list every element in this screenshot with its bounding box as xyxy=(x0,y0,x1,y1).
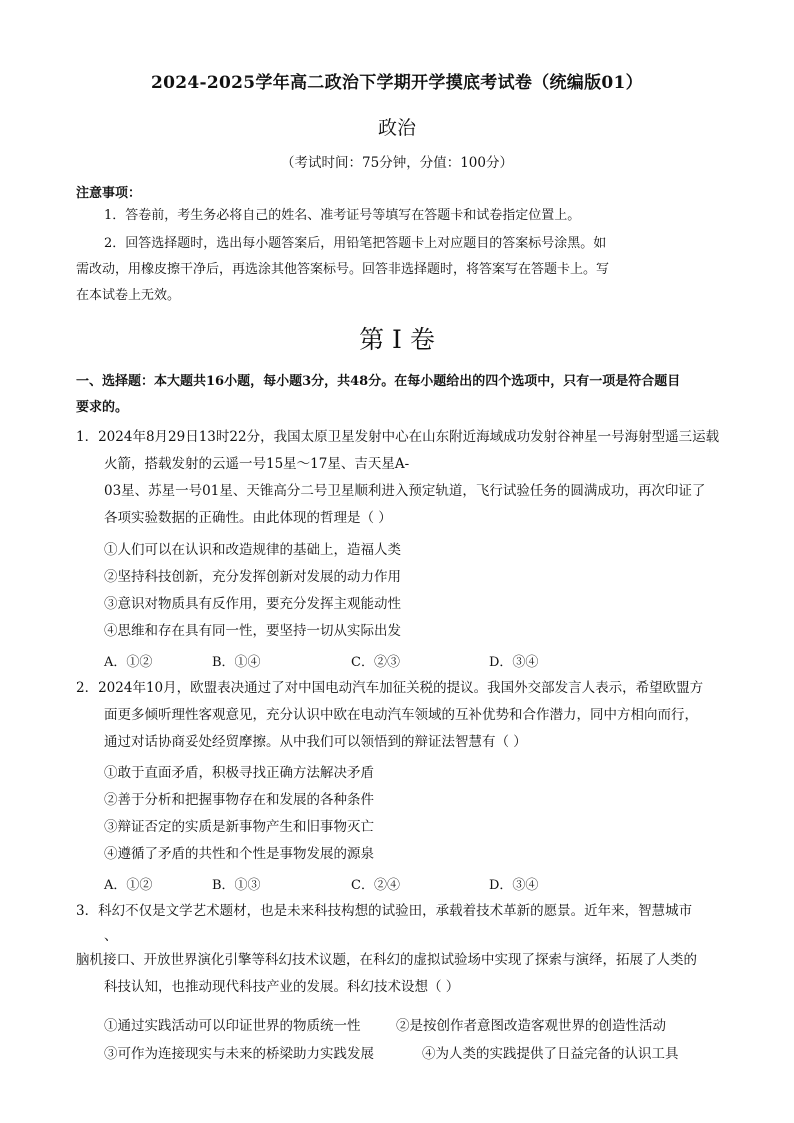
question-1-line-1: 1．2024年8月29日13时22分，我国太原卫星发射中心在山东附近海域成功发射谷神星一号海射型遥三运载 xyxy=(76,429,720,445)
notice-item-2-line-2: 需改动，用橡皮擦干净后，再选涂其他答案标号。回答非选择题时，将答案写在答题卡上。写 xyxy=(76,262,610,277)
question-1-stem xyxy=(76,424,726,532)
question-2-option-3: ③辩证否定的实质是新事物产生和旧事物灭亡 xyxy=(104,819,374,835)
subject-heading: 政治 xyxy=(377,117,416,139)
question-1-options xyxy=(104,537,704,645)
question-2-choice-d[interactable]: D．③④ xyxy=(489,878,539,893)
question-1-line-3: 03星、苏星一号01星、天锥高分二号卫星顺利进入预定轨道，飞行试验任务的圆满成功，再次印证了 xyxy=(104,483,706,499)
question-2-choices xyxy=(104,874,664,898)
question-3-stem xyxy=(76,898,726,1001)
question-1-option-2: ②坚持科技创新，充分发挥创新对发展的动力作用 xyxy=(104,569,401,585)
question-3-line-4: 科技认知，也推动现代科技产业的发展。科幻技术设想（ ） xyxy=(104,979,460,995)
question-3-option-1: ①通过实践活动可以印证世界的物质统一性 xyxy=(104,1018,361,1034)
question-2-choice-b[interactable]: B．①③ xyxy=(212,878,261,893)
question-1-choice-d[interactable]: D．③④ xyxy=(489,655,539,670)
instructions-line-2: 要求的。 xyxy=(76,400,129,415)
section-title: 第 I 卷 xyxy=(359,325,435,354)
exam-title: 2024-2025学年高二政治下学期开学摸底考试卷（统编版01） xyxy=(151,73,643,93)
exam-time-and-score: （考试时间：75分钟，分值：100分） xyxy=(281,155,513,171)
question-2-stem xyxy=(76,675,726,756)
notice-item-1-text: 1．答卷前，考生务必将自己的姓名、准考证号等填写在答题卡和试卷指定位置上。 xyxy=(104,208,581,223)
question-2-option-2: ②善于分析和把握事物存在和发展的各种条件 xyxy=(104,792,374,808)
question-2-option-4: ④遵循了矛盾的共性和个性是事物发展的源泉 xyxy=(104,846,374,862)
multiple-choice-instructions xyxy=(76,369,721,421)
question-1-option-3: ③意识对物质具有反作用，要充分发挥主观能动性 xyxy=(104,596,401,612)
question-2-line-1: 2．2024年10月，欧盟表决通过了对中国电动汽车加征关税的提议。我国外交部发言人表示，希望欧盟方 xyxy=(76,680,704,696)
notice-item-2 xyxy=(76,231,686,309)
question-1-choice-b[interactable]: B．①④ xyxy=(212,655,261,670)
question-1-option-4: ④思维和存在具有同一性，要坚持一切从实际出发 xyxy=(104,623,401,639)
question-2-line-3: 通过对话协商妥处经贸摩擦。从中我们可以领悟到的辩证法智慧有（ ） xyxy=(104,734,527,750)
question-1-choices xyxy=(104,651,664,675)
notice-heading: 注意事项： xyxy=(76,186,142,201)
notice-item-1 xyxy=(76,203,676,229)
question-3-option-2: ②是按创作者意图改造客观世界的创造性活动 xyxy=(396,1018,666,1034)
question-1-line-4: 各项实验数据的正确性。由此体现的哲理是（ ） xyxy=(104,510,392,526)
question-3-option-3: ③可作为连接现实与未来的桥梁助力实践发展 xyxy=(104,1046,374,1062)
question-3-line-1: 3．科幻不仅是文学艺术题材，也是未来科技构想的试验田，承载着技术革新的愿景。近年来，智慧城市 xyxy=(76,903,693,919)
question-2-options xyxy=(104,760,704,868)
question-1-choice-a[interactable]: A．①② xyxy=(104,655,153,670)
question-1-option-1: ①人们可以在认识和改造规律的基础上，造福人类 xyxy=(104,542,401,558)
question-3-line-3: 脑机接口、开放世界演化引擎等科幻技术议题，在科幻的虚拟试验场中实现了探索与演绎，拓展了人类的 xyxy=(76,952,697,968)
question-2-line-2: 面更多倾听理性客观意见，充分认识中欧在电动汽车领域的互补优势和合作潜力，同中方相向而行， xyxy=(104,707,698,723)
question-3-option-4: ④为人类的实践提供了日益完备的认识工具 xyxy=(422,1046,679,1062)
instructions-line-1: 一、选择题：本大题共16小题，每小题3分，共48分。在每小题给出的四个选项中，只有一项是符合题目 xyxy=(76,374,681,389)
notice-item-2-line-1: 2．回答选择题时，选出每小题答案后，用铅笔把答题卡上对应题目的答案标号涂黑。如 xyxy=(104,236,607,251)
question-1-choice-c[interactable]: C．②③ xyxy=(351,655,400,670)
question-2-choice-c[interactable]: C．②④ xyxy=(351,878,400,893)
question-2-option-1: ①敢于直面矛盾，积极寻找正确方法解决矛盾 xyxy=(104,765,374,781)
question-1-line-2: 火箭，搭载发射的云遥一号15星～17星、吉天星A- xyxy=(104,456,410,472)
question-3-line-2: 、 xyxy=(104,928,118,944)
question-2-choice-a[interactable]: A．①② xyxy=(104,878,153,893)
notice-item-2-line-3: 在本试卷上无效。 xyxy=(76,288,181,303)
